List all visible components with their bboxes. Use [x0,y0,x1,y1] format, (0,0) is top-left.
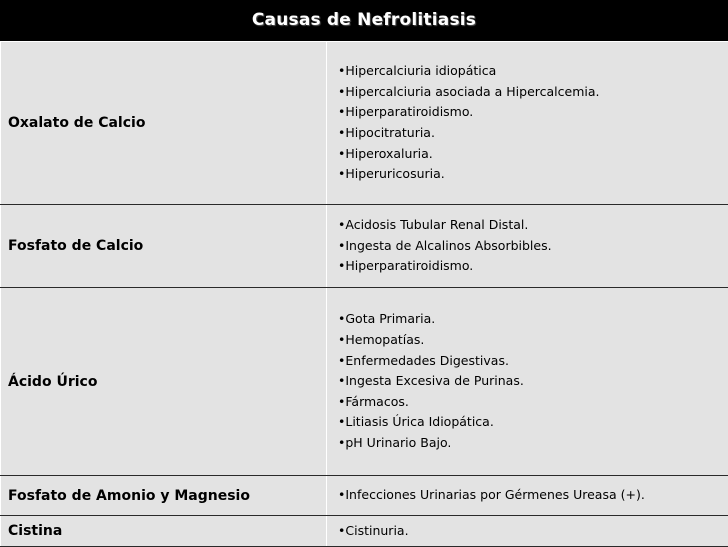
list-item: •Infecciones Urinarias por Gérmenes Ureasa (+). [338,485,728,506]
list-item: •Ingesta Excesiva de Purinas. [338,371,728,392]
causes-list-cell [327,288,728,476]
table-row [1,205,728,288]
list-item: •Hipercalciuria asociada a Hipercalcemia. [338,82,728,103]
cause-cell: Fosfato de Calcio [1,205,327,288]
causes-list-cell [327,205,728,288]
causes-table [0,41,728,547]
list-item: •Cistinuria. [338,521,728,542]
list-item: •Hiperparatiroidismo. [338,102,728,123]
list-item: •Hiperparatiroidismo. [338,256,728,277]
slide-title: Causas de Nefrolitiasis [0,0,728,41]
list-item: •Fármacos. [338,392,728,413]
list-item: •Hiperuricosuria. [338,164,728,185]
list-item: •Hiperoxaluria. [338,144,728,165]
table-row [1,288,728,476]
causes-list-cell [327,516,728,547]
table-row [1,42,728,205]
list-item: •Acidosis Tubular Renal Distal. [338,215,728,236]
cause-cell: Oxalato de Calcio [1,42,327,205]
causes-table-body [1,42,728,547]
list-item: •Hipocitraturia. [338,123,728,144]
causes-list-cell [327,476,728,516]
causes-list-cell [327,42,728,205]
list-item: •Litiasis Úrica Idiopática. [338,412,728,433]
cause-cell: Cistina [1,516,327,547]
cause-cell: Ácido Úrico [1,288,327,476]
list-item: •Enfermedades Digestivas. [338,351,728,372]
list-item: •Hipercalciuria idiopática [338,61,728,82]
list-item: •Gota Primaria. [338,309,728,330]
list-item: •pH Urinario Bajo. [338,433,728,454]
list-item: •Ingesta de Alcalinos Absorbibles. [338,236,728,257]
list-item: •Hemopatías. [338,330,728,351]
table-row [1,516,728,547]
table-row [1,476,728,516]
cause-cell: Fosfato de Amonio y Magnesio [1,476,327,516]
